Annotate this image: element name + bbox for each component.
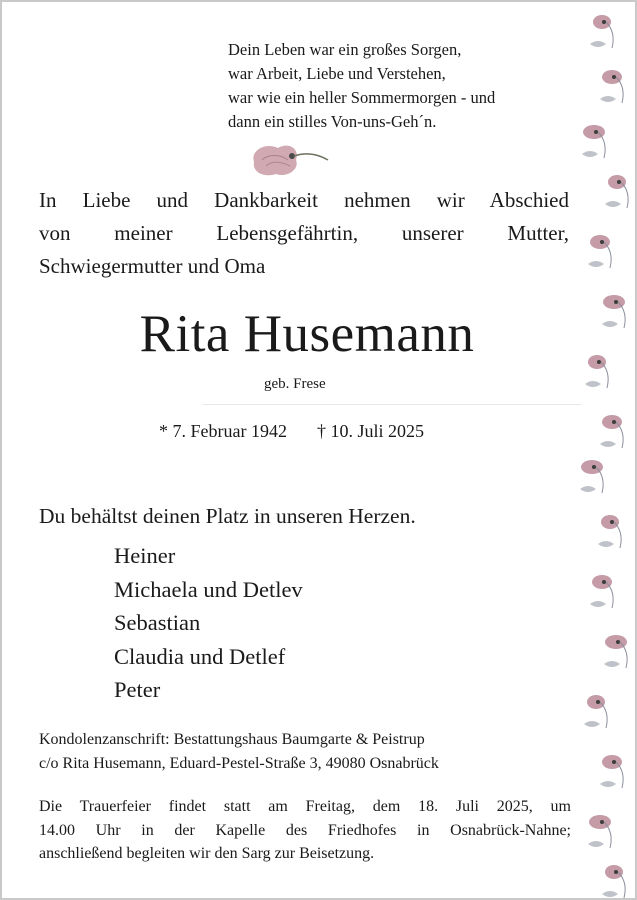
family-list [114, 539, 303, 707]
condolence-address [39, 728, 439, 776]
divider [202, 404, 582, 405]
family-member: Michaela und Detlev [114, 576, 303, 602]
floral-border-icon [572, 2, 635, 898]
family-member: Peter [114, 677, 161, 702]
maiden-name: geb. Frese [264, 376, 326, 392]
poem-line: dann ein stilles Von-uns-Geh´n. [228, 112, 437, 131]
poppy-decoration-icon [584, 695, 607, 728]
poem-line: Dein Leben war ein großes Sorgen, [228, 40, 462, 59]
motto: Du behältst deinen Platz in unseren Herzen. [39, 504, 416, 528]
intro-line: In Liebe und Dankbarkeit nehmen wir Abschied [39, 188, 569, 212]
poppy-decoration-icon [588, 235, 611, 268]
family-member: Sebastian [114, 610, 201, 635]
condolence-line: c/o Rita Husemann, Eduard-Pestel-Straße 3, 49080 Osnabrück [39, 755, 439, 772]
condolence-line: Kondolenzanschrift: Bestattungshaus Baumgarte & Peistrup [39, 731, 425, 748]
family-member: Claudia und Detlef [114, 643, 286, 669]
poppy-decoration-icon [598, 515, 621, 548]
poppy-decoration-icon [600, 755, 623, 788]
birth-date: * 7. Februar 1942 [159, 421, 287, 441]
poppy-decoration-icon [600, 70, 623, 103]
family-member: Heiner [114, 543, 176, 568]
poppy-decoration-icon [588, 815, 611, 848]
poppy-decoration-icon [590, 15, 613, 48]
intro-line: Schwiegermutter und Oma [39, 254, 266, 278]
funeral-line: Die Trauerfeier findet statt am Freitag, dem 18. Juli 2025, um [39, 798, 571, 815]
poppy-decoration-icon [585, 355, 608, 388]
funeral-line: anschließend begleiten wir den Sarg zur Beisetzung. [39, 845, 375, 862]
poppy-flower-icon [248, 140, 332, 180]
poppy-decoration-icon [590, 575, 613, 608]
intro-text [39, 184, 569, 283]
poem-line: war wie ein heller Sommermorgen - und [228, 88, 496, 107]
poem [228, 38, 495, 134]
deceased-name: Rita Husemann [139, 305, 475, 363]
poppy-decoration-icon [580, 460, 603, 493]
poppy-decoration-icon [600, 415, 623, 448]
poppy-decoration-icon [602, 295, 625, 328]
death-date: † 10. Juli 2025 [316, 421, 424, 441]
poppy-decoration-icon [605, 175, 628, 208]
poppy-decoration-icon [582, 125, 605, 158]
life-dates [159, 421, 454, 442]
poppy-decoration-icon [604, 635, 627, 668]
poem-line: war Arbeit, Liebe und Verstehen, [228, 64, 446, 83]
funeral-notice [39, 795, 571, 866]
funeral-line: 14.00 Uhr in der Kapelle des Friedhofes in Osnabrück-Nahne; [39, 821, 571, 839]
poppy-decoration-icon [602, 865, 625, 898]
intro-line: von meiner Lebensgefährtin, unserer Mutter, [39, 221, 569, 245]
